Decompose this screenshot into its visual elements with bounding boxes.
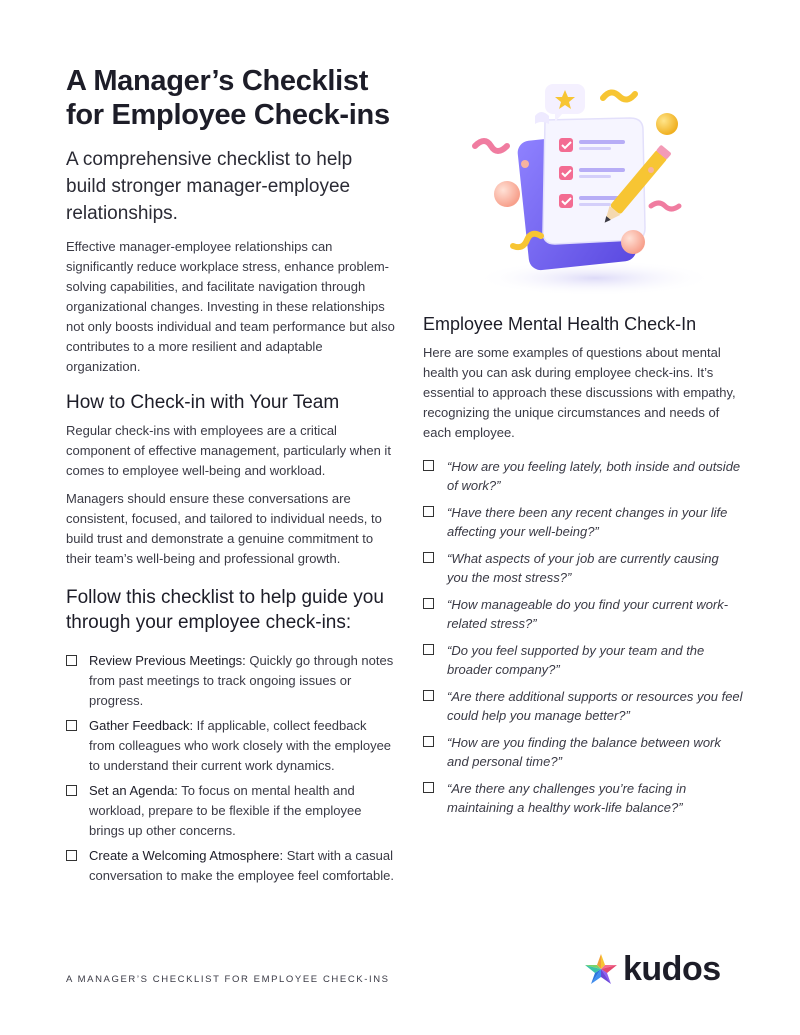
- checkbox-icon[interactable]: [423, 506, 434, 517]
- checklist-item: [66, 651, 396, 711]
- kudos-logo: [583, 951, 721, 987]
- checklist-item-text: Start with a casual conversation to make the employee feel comfortable.: [89, 848, 394, 883]
- question-item: [423, 641, 743, 679]
- checklist-illustration: [455, 78, 735, 308]
- checkbox-icon[interactable]: [423, 598, 434, 609]
- how-paragraph-1: Regular check-ins with employees are a critical component of effective management, particularly when it comes to employee well-being and workload.: [66, 423, 391, 478]
- checklist-heading: Follow this checklist to help guide you through your employee check-ins:: [66, 587, 384, 633]
- checklist-item-text: To focus on mental health and workload, prepare to be flexible if the employee brings up other concerns.: [89, 783, 362, 838]
- right-column: [423, 312, 743, 825]
- checklist-item: [66, 846, 396, 886]
- checkbox-icon[interactable]: [423, 782, 434, 793]
- mental-health-heading: Employee Mental Health Check-In: [423, 314, 697, 334]
- checkbox-icon[interactable]: [423, 552, 434, 563]
- checklist-item-lead: Review Previous Meetings:: [89, 653, 246, 668]
- checklist-item: [66, 716, 396, 776]
- question-text: “Do you feel supported by your team and the broader company?”: [447, 643, 705, 677]
- title-line-1: A Manager’s Checklist: [66, 65, 369, 97]
- logo-wordmark: kudos: [623, 950, 721, 988]
- title-line-2: for Employee Check-ins: [66, 99, 390, 131]
- checkbox-icon[interactable]: [423, 690, 434, 701]
- manager-checklist: [66, 651, 396, 886]
- checklist-item-lead: Set an Agenda:: [89, 783, 178, 798]
- footer-text: A MANAGER’S CHECKLIST FOR EMPLOYEE CHECK-INS: [66, 974, 390, 985]
- mental-health-paragraph: Here are some examples of questions about mental health you can ask during employee check-ins. It’s essential to approach these discussions with empathy, recognizing the unique circumstances and needs of each employee.: [423, 345, 736, 440]
- question-item: [423, 779, 743, 817]
- checkbox-icon[interactable]: [66, 850, 77, 861]
- checkbox-icon[interactable]: [66, 720, 77, 731]
- checklist-illustration-icon: [455, 78, 735, 308]
- question-item: [423, 549, 743, 587]
- checkbox-icon[interactable]: [423, 644, 434, 655]
- checklist-item-lead: Gather Feedback:: [89, 718, 194, 733]
- question-item: [423, 457, 743, 495]
- how-paragraph-2: Managers should ensure these conversations are consistent, focused, and tailored to individual needs, to build trust and demonstrate a genuine commitment to their team’s well-being and professional growth.: [66, 491, 382, 566]
- checkbox-icon[interactable]: [66, 785, 77, 796]
- question-item: [423, 595, 743, 633]
- checkbox-icon[interactable]: [423, 460, 434, 471]
- page-subtitle: A comprehensive checklist to help build stronger manager-employee relationships.: [66, 149, 353, 224]
- question-text: “What aspects of your job are currently causing you the most stress?”: [447, 551, 719, 585]
- checklist-item-lead: Create a Welcoming Atmosphere:: [89, 848, 284, 863]
- question-text: “Have there been any recent changes in your life affecting your well-being?”: [447, 505, 728, 539]
- question-text: “How are you feeling lately, both inside and outside of work?”: [447, 459, 741, 493]
- checkbox-icon[interactable]: [423, 736, 434, 747]
- question-text: “How manageable do you find your current work-related stress?”: [447, 597, 729, 631]
- checkbox-icon[interactable]: [66, 655, 77, 666]
- question-text: “How are you finding the balance between work and personal time?”: [447, 735, 721, 769]
- how-heading: How to Check-in with Your Team: [66, 392, 340, 413]
- checklist-item: [66, 781, 396, 841]
- question-text: “Are there additional supports or resources you feel could help you manage better?”: [447, 689, 743, 723]
- question-item: [423, 733, 743, 771]
- question-item: [423, 503, 743, 541]
- question-text: “Are there any challenges you’re facing in maintaining a healthy work-life balance?”: [447, 781, 687, 815]
- left-column: [66, 64, 396, 891]
- checklist-item-text: Quickly go through notes from past meetings to track ongoing issues or progress.: [89, 653, 394, 708]
- intro-paragraph: Effective manager-employee relationships can significantly reduce workplace stress, enhance problem-solving capabilities, and facilitate navigation through organizational changes. Investing in these relationships not only boosts individual and team performance but also contributes to a more resilient and adaptable organization.: [66, 239, 395, 374]
- question-item: [423, 687, 743, 725]
- question-list: [423, 457, 743, 817]
- checklist-item-text: If applicable, collect feedback from colleagues who work closely with the employee to understand their current work dynamics.: [89, 718, 392, 773]
- kudos-star-logo-icon: [583, 952, 619, 986]
- page-title: [66, 64, 396, 132]
